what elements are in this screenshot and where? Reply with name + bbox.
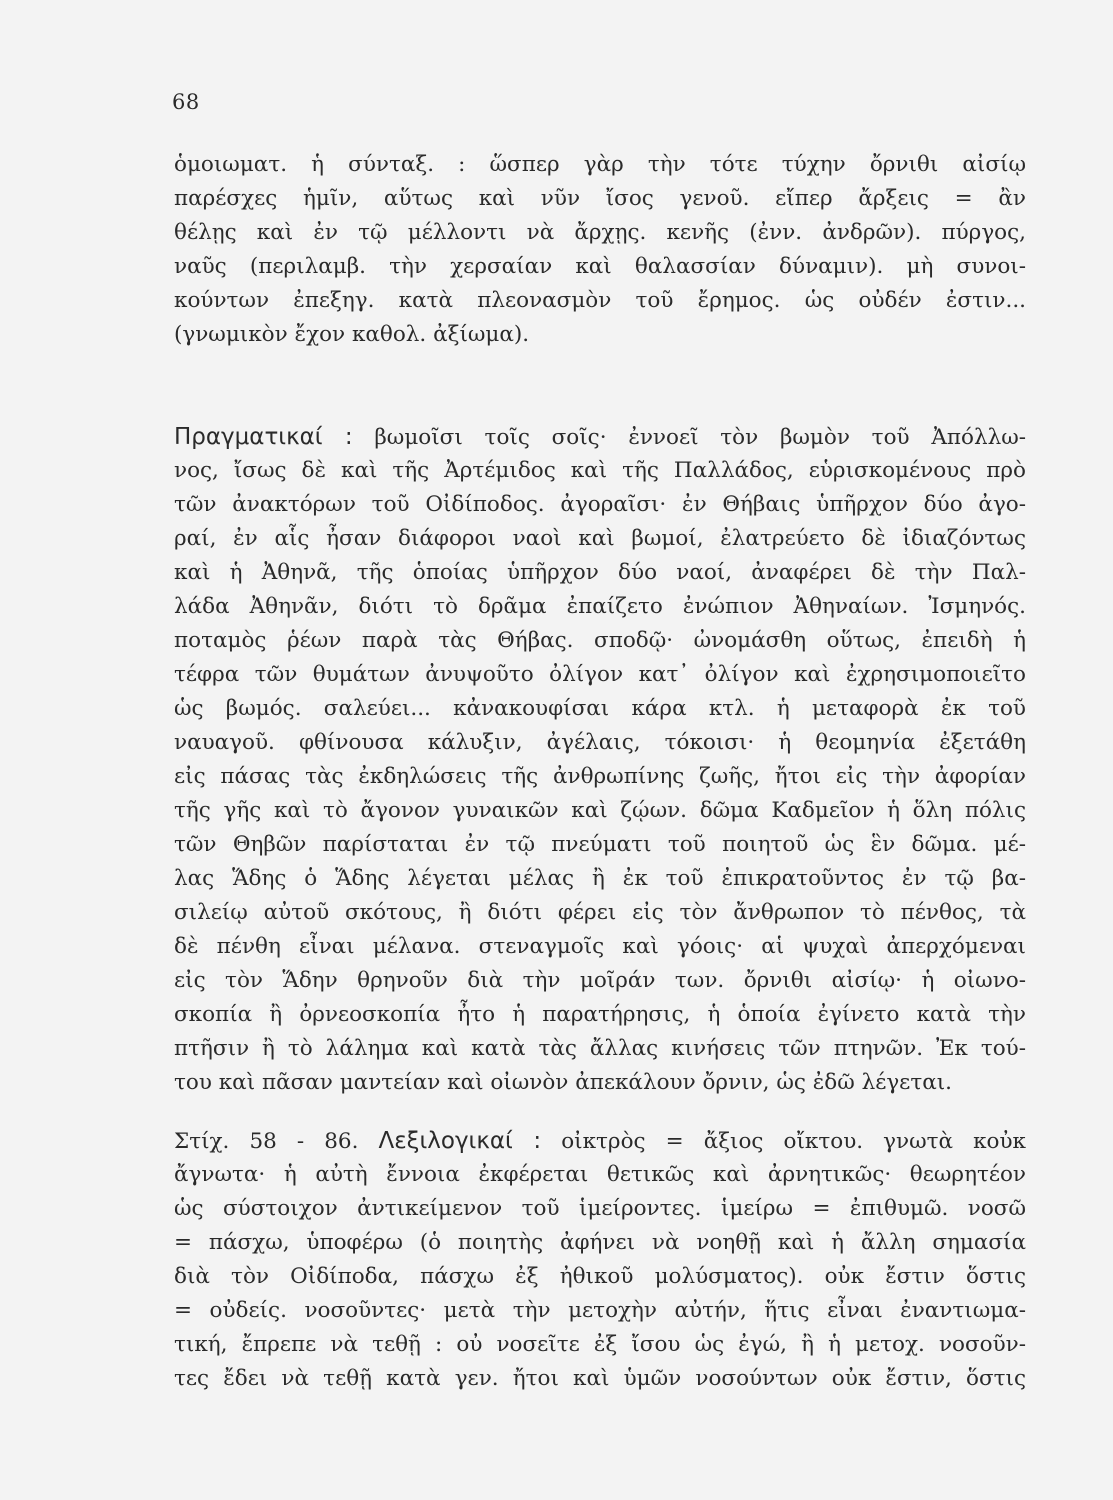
text-line: τέφρα τῶν θυμάτων ἀνυψοῦτο ὀλίγον κατ᾿ ὀλίγον καὶ ἐχρησιμοποιεῖτο — [174, 662, 1026, 687]
section-heading: Λεξιλογικαί : — [378, 1128, 542, 1154]
text-line: σκοπία ἢ ὀρνεοσκοπία ἦτο ἡ παρατήρησις, ἡ ὁποία ἐγίνετο κατὰ τὴν — [174, 1002, 1026, 1027]
paragraph-1 — [174, 148, 1026, 352]
text-line: σιλείῳ αὐτοῦ σκότους, ἢ διότι φέρει εἰς τὸν ἄνθρωπον τὸ πένθος, τὰ — [174, 900, 1026, 925]
text-line: τῶν Θηβῶν παρίσταται ἐν τῷ πνεύματι τοῦ ποιητοῦ ὡς ἓν δῶμα. μέ- — [174, 832, 1026, 857]
text-line: του καὶ πᾶσαν μαντείαν καὶ οἰωνὸν ἀπεκάλουν ὄρνιν, ὡς ἐδῶ λέγεται. — [174, 1070, 952, 1095]
text-line: λάδα Ἀθηνᾶν, διότι τὸ δρᾶμα ἐπαίζετο ἐνώπιον Ἀθηναίων. Ἰσμηνός. — [174, 594, 1026, 619]
text-line: κούντων ἐπεξηγ. κατὰ πλεονασμὸν τοῦ ἔρημος. ὡς οὐδέν ἐστιν... — [174, 288, 1026, 313]
text-line: εἰς τὸν Ἅδην θρηνοῦν διὰ τὴν μοῖράν των. ὄρνιθι αἰσίῳ· ἡ οἰωνο- — [174, 968, 1026, 993]
text-line: διὰ τὸν Οἰδίποδα, πάσχω ἐξ ἠθικοῦ μολύσματος). οὐκ ἔστιν ὅστις — [174, 1264, 1026, 1289]
text-span: βωμοῖσι τοῖς σοῖς· ἐννοεῖ τὸν βωμὸν τοῦ Ἀπόλλω- — [374, 425, 1026, 450]
text-span: οἰκτρὸς = ἄξιος οἴκτου. γνωτὰ κοὐκ — [561, 1129, 1026, 1154]
verse-range: Στίχ. 58 - 86. — [174, 1129, 359, 1154]
text-line: θέλῃς καὶ ἐν τῷ μέλλοντι νὰ ἄρχῃς. κενῆς (ἐνν. ἀνδρῶν). πύργος, — [174, 220, 1026, 245]
text-line — [174, 420, 1026, 454]
text-line: ποταμὸς ῥέων παρὰ τὰς Θήβας. σποδῷ· ὠνομάσθη οὕτως, ἐπειδὴ ἡ — [174, 628, 1026, 653]
text-line: δὲ πένθη εἶναι μέλανα. στεναγμοῖς καὶ γόοις· αἱ ψυχαὶ ἀπερχόμεναι — [174, 934, 1026, 959]
text-line: τῆς γῆς καὶ τὸ ἄγονον γυναικῶν καὶ ζῴων. δῶμα Καδμεῖον ἡ ὅλη πόλις — [174, 798, 1026, 823]
text-line: ἄγνωτα· ἡ αὐτὴ ἔννοια ἐκφέρεται θετικῶς καὶ ἀρνητικῶς· θεωρητέον — [174, 1162, 1026, 1187]
section-heading: Πραγματικαί : — [174, 424, 353, 450]
text-line: (γνωμικὸν ἔχον καθολ. ἀξίωμα). — [174, 322, 530, 347]
text-line: εἰς πάσας τὰς ἐκδηλώσεις τῆς ἀνθρωπίνης ζωῆς, ἤτοι εἰς τὴν ἀφορίαν — [174, 764, 1026, 789]
text-line: παρέσχες ἡμῖν, αὕτως καὶ νῦν ἴσος γενοῦ. εἴπερ ἄρξεις = ἂν — [174, 186, 1026, 211]
text-line: τῶν ἀνακτόρων τοῦ Οἰδίποδος. ἀγοραῖσι· ἐν Θήβαις ὑπῆρχον δύο ἀγο- — [174, 492, 1026, 517]
page-number: 68 — [172, 90, 200, 114]
text-line: ὡς σύστοιχον ἀντικείμενον τοῦ ἱμείροντες. ἱμείρω = ἐπιθυμῶ. νοσῶ — [174, 1196, 1026, 1221]
text-line: τική, ἔπρεπε νὰ τεθῇ : οὐ νοσεῖτε ἐξ ἴσου ὡς ἐγώ, ἢ ἡ μετοχ. νοσοῦν- — [174, 1332, 1026, 1357]
text-line: ραί, ἐν αἷς ἦσαν διάφοροι ναοὶ καὶ βωμοί, ἐλατρεύετο δὲ ἰδιαζόντως — [174, 526, 1026, 551]
text-line: ναυαγοῦ. φθίνουσα κάλυξιν, ἀγέλαις, τόκοισι· ἡ θεομηνία ἐξετάθη — [174, 730, 1026, 755]
text-line: λας Ἅδης ὁ Ἅδης λέγεται μέλας ἢ ἐκ τοῦ ἐπικρατοῦντος ἐν τῷ βα- — [174, 866, 1026, 891]
text-line — [174, 1124, 1026, 1158]
text-line: νος, ἴσως δὲ καὶ τῆς Ἀρτέμιδος καὶ τῆς Παλλάδος, εὑρισκομένους πρὸ — [174, 458, 1026, 483]
text-line: ναῦς (περιλαμβ. τὴν χερσαίαν καὶ θαλασσίαν δύναμιν). μὴ συνοι- — [174, 254, 1026, 279]
text-line: ὡς βωμός. σαλεύει... κἀνακουφίσαι κάρα κτλ. ἡ μεταφορὰ ἐκ τοῦ — [174, 696, 1026, 721]
text-line: τες ἔδει νὰ τεθῇ κατὰ γεν. ἤτοι καὶ ὑμῶν νοσούντων οὐκ ἔστιν, ὅστις — [174, 1366, 1026, 1391]
text-line: = πάσχω, ὑποφέρω (ὁ ποιητὴς ἀφήνει νὰ νοηθῇ καὶ ἡ ἄλλη σημασία — [174, 1230, 1026, 1255]
text-line: ὁμοιωματ. ἡ σύνταξ. : ὥσπερ γὰρ τὴν τότε τύχην ὄρνιθι αἰσίῳ — [174, 152, 1026, 177]
paragraph-3 — [174, 1124, 1026, 1396]
paragraph-2 — [174, 420, 1026, 1100]
text-line: καὶ ἡ Ἀθηνᾶ, τῆς ὁποίας ὑπῆρχον δύο ναοί, ἀναφέρει δὲ τὴν Παλ- — [174, 560, 1026, 585]
text-line: = οὐδείς. νοσοῦντες· μετὰ τὴν μετοχὴν αὐτήν, ἥτις εἶναι ἐναντιωμα- — [174, 1298, 1026, 1323]
text-line: πτῆσιν ἢ τὸ λάλημα καὶ κατὰ τὰς ἄλλας κινήσεις τῶν πτηνῶν. Ἐκ τού- — [174, 1036, 1026, 1061]
